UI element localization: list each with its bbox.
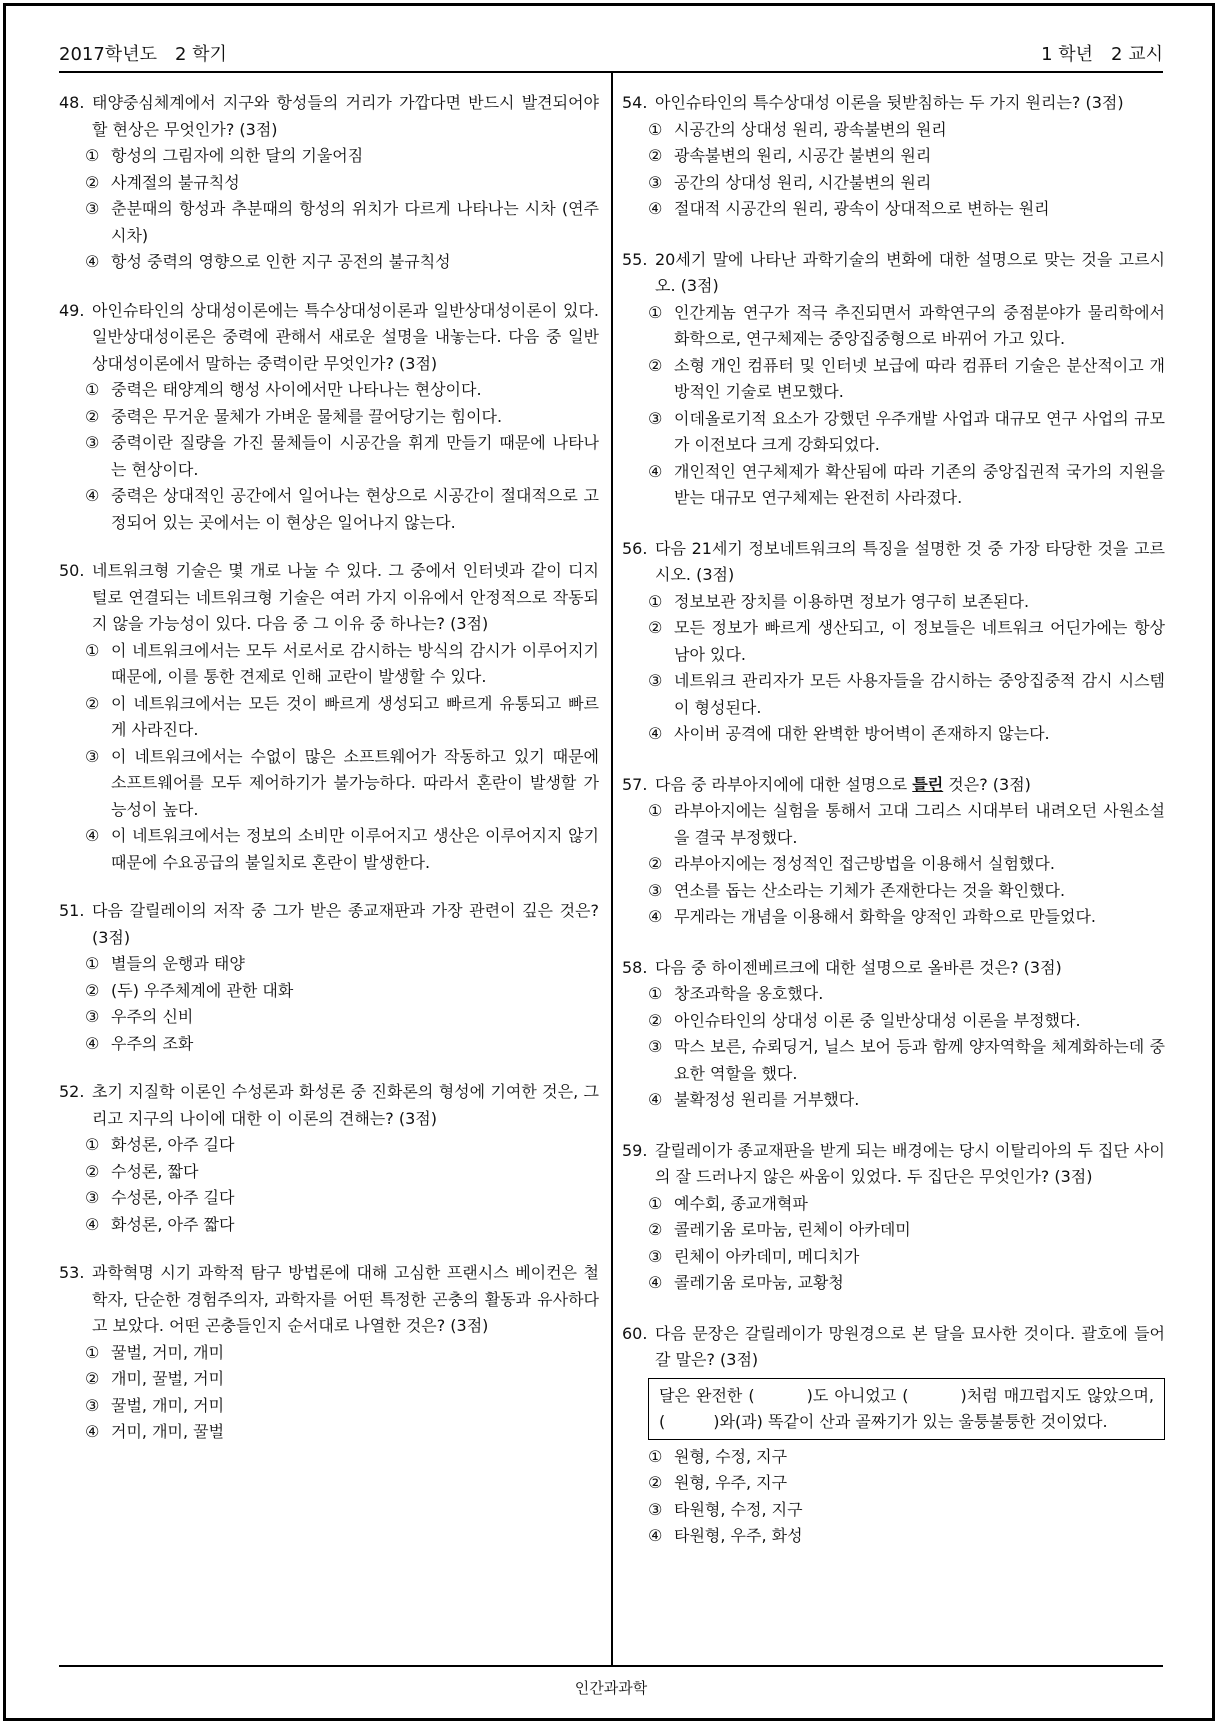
question-number: 48. [59, 93, 85, 112]
option-text: 개인적인 연구체제가 확산됨에 따라 기존의 중앙집권적 국가의 지원을 받는 대규모 연구체제는 완전히 사라졌다. [674, 461, 1165, 507]
question-stem [622, 90, 1165, 117]
option-marker: ① [648, 984, 663, 1003]
option-marker: ① [648, 119, 663, 139]
option-text: 화성론, 아주 짧다 [111, 1214, 235, 1234]
option-marker: ① [648, 1446, 663, 1466]
option-3 [59, 744, 599, 824]
option-1 [59, 377, 599, 404]
question-text: 아인슈타인의 상대성이론에는 특수상대성이론과 일반상대성이론이 있다. 일반상대성이론은 중력에 관해서 새로운 설명을 내놓는다. 다음 중 일반상대성이론에서 말하는 중력이란 무엇인가? (3점) [92, 300, 599, 373]
option-marker: ④ [648, 199, 663, 218]
option-2 [59, 404, 599, 431]
option-text: 막스 보른, 슈뢰딩거, 닐스 보어 등과 함께 양자역학을 체계화하는데 중요한 역할을 했다. [674, 1037, 1165, 1083]
option-marker: ② [648, 854, 663, 873]
question-text: 다음 갈릴레이의 저작 중 그가 받은 종교재판과 가장 관련이 깊은 것은? (3점) [92, 901, 599, 947]
question-text: 과학혁명 시기 과학적 탐구 방법론에 대해 고심한 프랜시스 베이컨은 철학자, 단순한 경험주의자, 과학자를 어떤 특정한 곤충의 활동과 유사하다고 보았다. 어떤 곤충들인지 순서대로 나열한 것은? (3점) [92, 1263, 599, 1335]
option-text: 정보보관 장치를 이용하면 정보가 영구히 보존된다. [674, 591, 1030, 611]
option-marker: ① [85, 1135, 100, 1154]
question-number: 51. [59, 901, 85, 920]
option-text: 이데올로기적 요소가 강했던 우주개발 사업과 대규모 연구 사업의 규모가 이전보다 크게 강화되었다. [674, 408, 1165, 454]
option-1 [622, 981, 1165, 1008]
option-4 [59, 1031, 599, 1058]
option-text: 수성론, 아주 길다 [111, 1188, 235, 1207]
header-left [59, 40, 227, 66]
option-text: 아인슈타인의 상대성 이론 중 일반상대성 이론을 부정했다. [674, 1010, 1081, 1030]
option-3 [622, 1034, 1165, 1087]
option-text: 예수회, 종교개혁파 [674, 1193, 808, 1213]
option-marker: ③ [648, 1499, 663, 1519]
question-number: 54. [622, 93, 648, 112]
option-marker: ② [648, 355, 663, 375]
option-3 [622, 170, 1165, 197]
option-text: 창조과학을 옹호했다. [674, 984, 824, 1003]
option-1 [59, 638, 599, 691]
option-marker: ③ [85, 1188, 100, 1207]
quote-box: 달은 완전한 ( )도 아니었고 ( )처럼 매끄럽지도 않았으며, ( )와(과) 똑같이 산과 골짜기가 있는 울퉁불퉁한 것이었다. [648, 1378, 1165, 1440]
question-60 [622, 1321, 1165, 1550]
option-marker: ④ [85, 252, 100, 271]
option-4 [622, 459, 1165, 512]
option-3 [622, 1497, 1165, 1524]
option-text: 중력은 상대적인 공간에서 일어나는 현상으로 시공간이 절대적으로 고정되어 있는 곳에서는 이 현상은 일어나지 않는다. [111, 486, 599, 532]
option-marker: ② [648, 146, 663, 165]
option-marker: ② [85, 1369, 100, 1388]
header-grade: 1 학년 [1041, 44, 1094, 65]
question-stem [622, 1321, 1165, 1374]
option-marker: ④ [648, 724, 663, 743]
question-stem [59, 898, 599, 951]
question-number: 50. [59, 561, 85, 580]
option-2 [622, 1008, 1165, 1035]
question-55 [622, 247, 1165, 512]
option-1 [59, 1340, 599, 1367]
option-text: 콜레기움 로마눔, 교황청 [674, 1273, 844, 1292]
option-marker: ① [648, 591, 663, 611]
question-59 [622, 1138, 1165, 1297]
option-1 [59, 951, 599, 978]
option-text: 우주의 조화 [111, 1033, 194, 1053]
option-marker: ④ [85, 486, 100, 505]
question-number: 49. [59, 300, 85, 320]
option-marker: ① [648, 801, 663, 820]
option-marker: ④ [85, 1214, 100, 1234]
option-3 [59, 1185, 599, 1212]
option-text: 화성론, 아주 길다 [111, 1135, 235, 1154]
option-3 [59, 430, 599, 483]
option-4 [622, 904, 1165, 931]
option-4 [59, 1419, 599, 1446]
option-text: 거미, 개미, 꿀벌 [111, 1422, 225, 1441]
option-text: 불확정성 원리를 거부했다. [674, 1090, 860, 1109]
option-text: 항성 중력의 영향으로 인한 지구 공전의 불규칙성 [111, 252, 451, 271]
question-text: 초기 지질학 이론인 수성론과 화성론 중 진화론의 형성에 기여한 것은, 그리고 지구의 나이에 대한 이 이론의 견해는? (3점) [92, 1082, 599, 1128]
option-3 [622, 1244, 1165, 1271]
option-marker: ① [85, 640, 100, 660]
question-number: 60. [622, 1323, 648, 1343]
question-number: 56. [622, 538, 648, 558]
option-4 [622, 196, 1165, 223]
question-48 [59, 90, 599, 276]
option-text: 인간게놈 연구가 적극 추진되면서 과학연구의 중점분야가 물리학에서 화학으로, 연구체제는 중앙집중형으로 바뀌어 가고 있다. [674, 302, 1165, 348]
option-4 [622, 1270, 1165, 1297]
option-2 [622, 615, 1165, 668]
option-2 [622, 1470, 1165, 1497]
option-marker: ④ [85, 826, 100, 845]
option-3 [622, 878, 1165, 905]
option-marker: ④ [648, 1526, 663, 1545]
option-2 [59, 978, 599, 1005]
option-4 [622, 1523, 1165, 1550]
option-text: 중력이란 질량을 가진 물체들이 시공간을 휘게 만들기 때문에 나타나는 현상이다. [111, 433, 599, 479]
option-marker: ③ [648, 1037, 663, 1056]
option-3 [622, 668, 1165, 721]
option-text: 무게라는 개념을 이용해서 화학을 양적인 과학으로 만들었다. [674, 907, 1097, 926]
option-text: 공간의 상대성 원리, 시간불변의 원리 [674, 172, 932, 192]
question-text-pre: 다음 중 라부아지에에 대한 설명으로 [655, 774, 913, 794]
question-number: 59. [622, 1140, 648, 1160]
question-stem [622, 955, 1165, 982]
option-2 [622, 851, 1165, 878]
option-marker: ③ [85, 199, 100, 218]
option-3 [59, 1004, 599, 1031]
option-marker: ③ [85, 1395, 100, 1415]
option-text: 이 네트워크에서는 수없이 많은 소프트웨어가 작동하고 있기 때문에 소프트웨어를 모두 제어하기가 불가능하다. 따라서 혼란이 발생할 가능성이 높다. [111, 746, 599, 819]
option-text: 이 네트워크에서는 모든 것이 빠르게 생성되고 빠르게 유통되고 빠르게 사라진다. [111, 693, 599, 739]
option-marker: ① [648, 1193, 663, 1213]
question-text: 태양중심체계에서 지구와 항성들의 거리가 가깝다면 반드시 발견되어야 할 현상은 무엇인가? (3점) [92, 93, 599, 139]
option-marker: ② [85, 693, 100, 713]
option-marker: ② [85, 406, 100, 426]
question-49 [59, 298, 599, 537]
option-text: 소형 개인 컴퓨터 및 인터넷 보급에 따라 컴퓨터 기술은 분산적이고 개방적인 기술로 변모했다. [674, 355, 1165, 401]
option-3 [59, 1393, 599, 1420]
question-number: 57. [622, 774, 648, 794]
question-stem [59, 1260, 599, 1340]
right-column [622, 90, 1165, 1550]
option-text: 항성의 그림자에 의한 달의 기울어짐 [111, 146, 364, 165]
option-2 [622, 143, 1165, 170]
question-stem [622, 772, 1165, 799]
option-text: 모든 정보가 빠르게 생산되고, 이 정보들은 네트워크 어딘가에는 항상 남아 있다. [674, 618, 1165, 664]
option-4 [59, 1212, 599, 1239]
option-marker: ① [85, 380, 100, 399]
option-4 [59, 483, 599, 536]
option-2 [59, 691, 599, 744]
option-1 [622, 1444, 1165, 1471]
option-text: 타원형, 수정, 지구 [674, 1499, 803, 1519]
question-54 [622, 90, 1165, 223]
option-marker: ② [648, 618, 663, 637]
option-text: 연소를 돕는 산소라는 기체가 존재한다는 것을 확인했다. [674, 880, 1066, 900]
option-text: 라부아지에는 정성적인 접근방법을 이용해서 실험했다. [674, 854, 1055, 873]
option-text: 타원형, 우주, 화성 [674, 1526, 803, 1545]
question-stem [622, 536, 1165, 589]
option-1 [622, 300, 1165, 353]
option-marker: ① [85, 1342, 100, 1362]
option-1 [622, 798, 1165, 851]
emphasis-underlined: 틀린 [912, 774, 944, 794]
header-semester: 2 학기 [174, 44, 227, 65]
option-marker: ④ [85, 1033, 100, 1053]
option-1 [622, 117, 1165, 144]
option-marker: ① [85, 954, 100, 973]
option-text: 춘분때의 항성과 추분때의 항성의 위치가 다르게 나타나는 시차 (연주시차) [111, 199, 599, 245]
option-text: 중력은 무거운 물체가 가벼운 물체를 끌어당기는 힘이다. [111, 406, 503, 426]
option-marker: ④ [648, 461, 663, 481]
option-marker: ① [648, 302, 663, 322]
question-text: 다음 문장은 갈릴레이가 망원경으로 본 달을 묘사한 것이다. 괄호에 들어갈 말은? (3점) [655, 1323, 1165, 1369]
question-stem [59, 1079, 599, 1132]
option-2 [59, 170, 599, 197]
question-53 [59, 1260, 599, 1446]
question-number: 55. [622, 249, 648, 269]
option-4 [622, 721, 1165, 748]
option-text: 시공간의 상대성 원리, 광속불변의 원리 [674, 119, 947, 139]
option-marker: ③ [85, 433, 100, 452]
option-marker: ③ [648, 880, 663, 900]
option-text: 수성론, 짧다 [111, 1161, 199, 1181]
option-3 [622, 406, 1165, 459]
option-text: 광속불변의 원리, 시공간 불변의 원리 [674, 146, 932, 165]
option-text: 이 네트워크에서는 모두 서로서로 감시하는 방식의 감시가 이루어지기 때문에, 이를 통한 견제로 인해 교란이 발생할 수 있다. [111, 640, 599, 686]
question-text: 20세기 말에 나타난 과학기술의 변화에 대한 설명으로 맞는 것을 고르시오. (3점) [655, 249, 1165, 295]
question-50 [59, 558, 599, 876]
option-marker: ② [648, 1473, 663, 1492]
option-4 [59, 823, 599, 876]
option-text: 절대적 시공간의 원리, 광속이 상대적으로 변하는 원리 [674, 199, 1050, 218]
option-marker: ② [85, 1161, 100, 1181]
option-marker: ③ [85, 1007, 100, 1026]
option-marker: ④ [85, 1422, 100, 1441]
option-marker: ② [648, 1220, 663, 1239]
question-56 [622, 536, 1165, 748]
option-marker: ② [85, 172, 100, 192]
option-text: 개미, 꿀벌, 거미 [111, 1369, 225, 1388]
option-text: 우주의 신비 [111, 1007, 194, 1026]
option-marker: ④ [648, 1090, 663, 1109]
option-4 [59, 249, 599, 276]
option-text: 라부아지에는 실험을 통해서 고대 그리스 시대부터 내려오던 사원소설을 결국 부정했다. [674, 801, 1165, 847]
option-1 [622, 1191, 1165, 1218]
option-text: 원형, 우주, 지구 [674, 1473, 788, 1492]
question-52 [59, 1079, 599, 1238]
option-marker: ④ [648, 907, 663, 926]
question-stem [59, 558, 599, 638]
option-2 [59, 1366, 599, 1393]
option-text: 이 네트워크에서는 정보의 소비만 이루어지고 생산은 이루어지지 않기 때문에 수요공급의 불일치로 혼란이 발생한다. [111, 826, 599, 872]
option-marker: ③ [648, 1246, 663, 1266]
option-text: 중력은 태양계의 행성 사이에서만 나타나는 현상이다. [111, 380, 482, 399]
footer-rule [59, 1665, 1163, 1667]
question-number: 53. [59, 1263, 85, 1282]
option-marker: ③ [648, 671, 663, 690]
option-2 [622, 1217, 1165, 1244]
question-57 [622, 772, 1165, 931]
footer-subject: 인간과과학 [574, 1679, 648, 1697]
option-marker: ② [648, 1010, 663, 1030]
option-text: 린체이 아카데미, 메디치가 [674, 1246, 860, 1266]
question-text: 다음 21세기 정보네트워크의 특징을 설명한 것 중 가장 타당한 것을 고르시오. (3점) [655, 538, 1165, 584]
option-text: 꿀벌, 개미, 거미 [111, 1395, 225, 1415]
question-number: 58. [622, 957, 648, 977]
option-text: 네트워크 관리자가 모든 사용자들을 감시하는 중앙집중적 감시 시스템이 형성된다. [674, 671, 1165, 717]
option-text: 콜레기움 로마눔, 린체이 아카데미 [674, 1220, 911, 1239]
option-3 [59, 196, 599, 249]
question-stem [622, 247, 1165, 300]
option-1 [59, 1132, 599, 1159]
header-right [1041, 40, 1163, 66]
question-stem [622, 1138, 1165, 1191]
question-text-post: 것은? (3점) [943, 774, 1031, 794]
option-text: 사계절의 불규칙성 [111, 172, 240, 192]
option-marker: ① [85, 146, 100, 165]
question-text: 아인슈타인의 특수상대성 이론을 뒷받침하는 두 가지 원리는? (3점) [655, 93, 1124, 112]
question-number: 52. [59, 1082, 85, 1101]
header-period: 2 교시 [1111, 44, 1163, 65]
exam-header [59, 38, 1163, 66]
option-marker: ③ [648, 408, 663, 428]
question-stem [59, 298, 599, 378]
option-1 [622, 589, 1165, 616]
option-1 [59, 143, 599, 170]
option-marker: ④ [648, 1273, 663, 1292]
option-text: (두) 우주체계에 관한 대화 [111, 980, 294, 1000]
option-2 [622, 353, 1165, 406]
option-text: 꿀벌, 거미, 개미 [111, 1342, 225, 1362]
option-text: 원형, 수정, 지구 [674, 1446, 788, 1466]
option-2 [59, 1159, 599, 1186]
question-58 [622, 955, 1165, 1114]
option-text: 사이버 공격에 대한 완벽한 방어벽이 존재하지 않는다. [674, 724, 1050, 743]
option-4 [622, 1087, 1165, 1114]
question-text: 갈릴레이가 종교재판을 받게 되는 배경에는 당시 이탈리아의 두 집단 사이의 잘 드러나지 않은 싸움이 있었다. 두 집단은 무엇인가? (3점) [655, 1140, 1165, 1186]
question-stem [59, 90, 599, 143]
option-marker: ② [85, 980, 100, 1000]
option-text: 별들의 운행과 태양 [111, 954, 245, 973]
left-column [59, 90, 599, 1446]
column-divider [611, 72, 613, 1665]
header-year: 2017학년도 [59, 44, 157, 65]
question-51 [59, 898, 599, 1057]
question-text: 네트워크형 기술은 몇 개로 나눌 수 있다. 그 중에서 인터넷과 같이 디지털로 연결되는 네트워크형 기술은 여러 가지 이유에서 안정적으로 작동되지 않을 가능성이 있다. 다음 중 그 이유 중 하나는? (3점) [92, 561, 599, 633]
option-marker: ③ [85, 746, 100, 766]
question-text: 다음 중 하이젠베르크에 대한 설명으로 올바른 것은? (3점) [655, 957, 1062, 977]
option-marker: ③ [648, 172, 663, 192]
